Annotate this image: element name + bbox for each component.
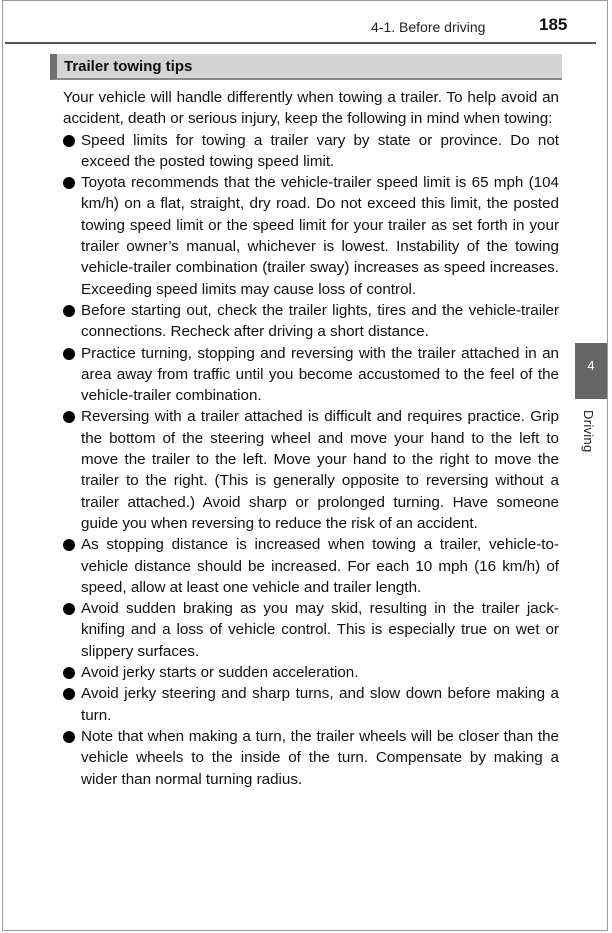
- list-item-text: Reversing with a trailer attached is difficult and requires practice. Grip the bottom of the steering wheel and move your hand to the left to move the trailer to the left. Move your hand to the right to move the trailer to the right. (This is generally opposite to reversing without a trailer attached.) Avoid sharp or prolonged turning. Have someone guide you when reversing to reduce the risk of an accident.: [81, 408, 559, 532]
- list-item-text: Before starting out, check the trailer lights, tires and the vehicle-trailer connections. Recheck after driving a short distance.: [81, 301, 559, 341]
- bullet-dot-icon: [63, 411, 75, 423]
- body-content: [63, 87, 559, 790]
- chapter-tab[interactable]: [575, 343, 607, 399]
- list-item-text: Practice turning, stopping and reversing with the trailer attached in an area away from traffic until you become accustomed to the feel of the vehicle-trailer combination.: [81, 344, 559, 405]
- list-item-text: Avoid sudden braking as you may skid, resulting in the trailer jack-knifing and a loss of vehicle control. This is especially true on wet or slippery surfaces.: [81, 600, 559, 660]
- list-item: [63, 300, 559, 343]
- chapter-tab-number: 4: [587, 358, 595, 373]
- list-item-text: Note that when making a turn, the trailer wheels will be closer than the vehicle wheels to the inside of the turn. Compensate by making a wider than normal turning radius.: [81, 727, 559, 788]
- chapter-tab-label: Driving: [581, 410, 596, 453]
- list-item: [63, 172, 559, 300]
- section-title: Trailer towing tips: [64, 58, 193, 75]
- list-item: [63, 534, 559, 598]
- bullet-dot-icon: [63, 305, 75, 317]
- page-number: 185: [539, 15, 568, 34]
- intro-paragraph: Your vehicle will handle differently when towing a trailer. To help avoid an accident, death or serious injury, keep the following in mind when towing:: [63, 89, 559, 128]
- list-item-text: Avoid jerky steering and sharp turns, and slow down before making a turn.: [81, 685, 559, 724]
- bullet-dot-icon: [63, 731, 75, 743]
- list-item-text: As stopping distance is increased when towing a trailer, vehicle-to-vehicle distance should be increased. For each 10 mph (16 km/h) of speed, allow at least one vehicle and trailer length.: [81, 536, 559, 596]
- bullet-dot-icon: [63, 667, 75, 679]
- list-item: [63, 598, 559, 662]
- list-item: [63, 683, 559, 726]
- section-title-bar: [50, 54, 562, 80]
- list-item-text: Speed limits for towing a trailer vary by state or province. Do not exceed the posted towing speed limit.: [81, 131, 559, 170]
- list-item-text: Toyota recommends that the vehicle-trailer speed limit is 65 mph (104 km/h) on a flat, straight, dry road. Do not exceed this limit, the posted towing speed limit or the speed limit for your trailer as set forth in your trailer owner’s manual, whichever is lowest. Instability of the towing vehicle-trailer combination (trailer sway) increases as speed increases. Exceeding speed limits may cause loss of control.: [81, 174, 559, 298]
- header-section-title: 4-1. Before driving: [371, 19, 486, 35]
- bullet-dot-icon: [63, 348, 75, 360]
- bullet-dot-icon: [63, 177, 75, 189]
- bullet-dot-icon: [63, 135, 75, 147]
- list-item: [63, 662, 559, 683]
- bullet-dot-icon: [63, 688, 75, 700]
- bullet-dot-icon: [63, 539, 75, 551]
- list-item: [63, 726, 559, 790]
- list-item: [63, 130, 559, 173]
- header-divider: [5, 42, 596, 44]
- list-item-text: Avoid jerky starts or sudden acceleration.: [81, 664, 359, 682]
- bullet-dot-icon: [63, 603, 75, 615]
- tips-list: [63, 130, 559, 790]
- list-item: [63, 343, 559, 407]
- list-item: [63, 406, 559, 534]
